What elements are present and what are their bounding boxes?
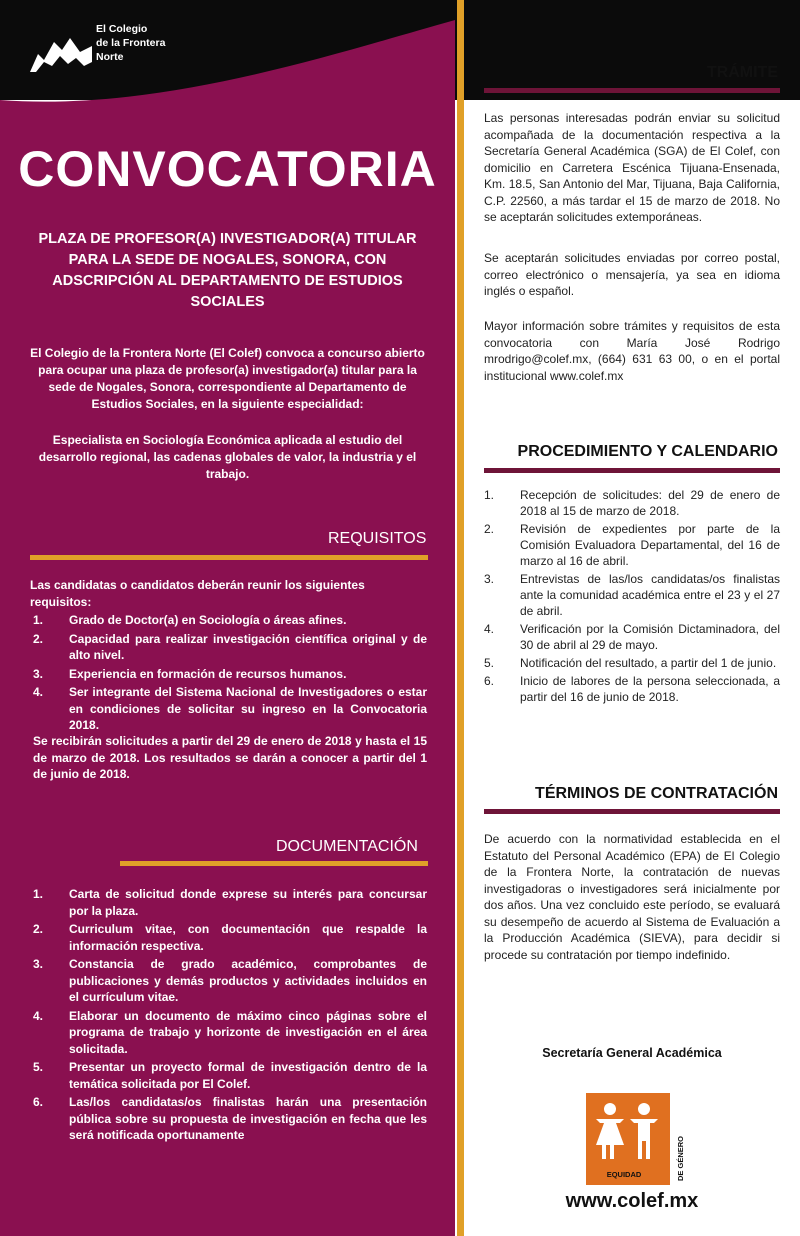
list-item — [33, 1008, 427, 1058]
item-text: Verificación por la Comisión Dictaminadora, del 30 de abril al 29 de mayo. — [520, 622, 780, 652]
list-item — [33, 886, 427, 919]
item-number: 4. — [33, 1008, 44, 1023]
documentacion-heading: DOCUMENTACIÓN — [276, 838, 418, 855]
list-item — [484, 487, 780, 519]
requisitos-list — [33, 612, 427, 736]
logo-line-1: El Colegio — [96, 23, 148, 35]
tramite-paragraph-2: Se aceptarán solicitudes enviadas por correo postal, correo electrónico o mensajería, ya sea en idioma inglés o español. — [484, 251, 780, 298]
equidad-de-genero-logo — [586, 1093, 696, 1185]
list-item — [484, 521, 780, 569]
page-title: CONVOCATORIA — [18, 141, 437, 197]
item-text: Revisión de expedientes por parte de la Comisión Evaluadora Departamental, del 16 de marzo al 16 de abril. — [520, 522, 780, 568]
item-number: 6. — [33, 1095, 44, 1109]
list-item — [33, 1059, 427, 1092]
procedimiento-divider — [484, 468, 780, 473]
item-text: Elaborar un documento de máximo cinco páginas sobre el programa de trabajo y horizonte de investigación en el área solicitada. — [69, 1008, 427, 1056]
gold-divider — [457, 0, 464, 1236]
item-number: 3. — [484, 572, 495, 586]
logo-text — [96, 22, 186, 64]
list-item — [33, 1094, 427, 1144]
list-item — [33, 631, 427, 664]
item-number: 1. — [33, 613, 44, 627]
documentacion-list — [33, 886, 427, 1146]
item-text: Experiencia en formación de recursos humanos. — [69, 666, 347, 681]
item-text: Entrevistas de las/los candidatas/os finalistas ante la comunidad académica entre el 23 y el 27 de abril. — [520, 572, 780, 618]
position-subtitle: PLAZA DE PROFESOR(A) INVESTIGADOR(A) TITULAR PARA LA SEDE DE NOGALES, SONORA, CON ADSCRIPCIÓN AL DEPARTAMENTO DE ESTUDIOS SOCIALES — [38, 231, 417, 310]
list-item — [33, 921, 427, 954]
item-number: 1. — [484, 488, 495, 502]
equidad-word: EQUIDAD — [606, 1170, 642, 1179]
footer-website-link[interactable]: www.colef.mx — [565, 1190, 699, 1212]
tramite-paragraph-3: Mayor información sobre trámites y requisitos de esta convocatoria con María José Rodrigo mrodrigo@colef.mx, (664) 631 63 00, o en el portal institucional www.colef.mx — [484, 319, 780, 383]
item-number: 5. — [33, 1060, 44, 1074]
list-item — [33, 684, 427, 734]
requisitos-closing: Se recibirán solicitudes a partir del 29 de enero de 2018 y hasta el 15 de marzo de 2018. Los resultados se darán a conocer a partir del 1 de junio de 2018. — [33, 734, 427, 781]
logo-line-3: Norte — [96, 51, 124, 63]
item-text: Carta de solicitud donde exprese su interés para concursar por la plaza. — [69, 887, 427, 918]
item-text: Presentar un proyecto formal de investigación dentro de la temática solicitada por El Colef. — [69, 1060, 427, 1091]
list-item — [484, 571, 780, 619]
item-number: 1. — [33, 887, 44, 901]
tramite-paragraph-1: Las personas interesadas podrán enviar su solicitud acompañada de la documentación respectiva a la Secretaría General Académica (SGA) de El Colef, con domicilio en Carretera Escénica Tijuana-Ensenada, Km. 18.5, San Antonio del Mar, Tijuana, Baja California, C.P. 22560, a más tardar el 15 de marzo de 2018. No se aceptarán solicitudes extemporáneas. — [484, 111, 780, 224]
terminos-paragraph: De acuerdo con la normatividad establecida en el Estatuto del Personal Académico (EPA) de El Colegio de la Frontera Norte, la contratación de nuevas investigadoras o investigadores será inicialmente por dos años. Una vez concluido este período, se evaluará su desempeño de acuerdo al Sistema de Evaluación a la Producción Académica (SIEVA), para decidir si procede su contratación por tiempo indefinido. — [484, 832, 780, 962]
signature: Secretaría General Académica — [542, 1046, 722, 1060]
list-item — [484, 655, 780, 671]
procedimiento-list — [484, 487, 780, 707]
item-number: 4. — [484, 622, 495, 636]
item-text: Notificación del resultado, a partir del 1 de junio. — [520, 656, 777, 670]
requisitos-heading: REQUISITOS — [328, 530, 427, 547]
requisitos-divider — [30, 555, 428, 560]
logo-line-2: de la Frontera — [96, 37, 166, 49]
procedimiento-heading: PROCEDIMIENTO Y CALENDARIO — [517, 443, 778, 460]
item-text: Ser integrante del Sistema Nacional de Investigadores o estar en condiciones de solicitar su ingreso en la Convocatoria 2018. — [69, 685, 427, 732]
de-genero-word: DE GÉNERO — [676, 1135, 685, 1181]
item-number: 2. — [33, 631, 44, 646]
tramite-divider — [484, 88, 780, 93]
item-number: 2. — [33, 922, 44, 936]
requisitos-lead: Las candidatas o candidatos deberán reunir los siguientes requisitos: — [30, 578, 365, 609]
item-text: Recepción de solicitudes: del 29 de enero de 2018 al 15 de marzo de 2018. — [520, 488, 780, 518]
item-text: Grado de Doctor(a) en Sociología o áreas afines. — [69, 613, 347, 627]
item-number: 3. — [33, 666, 44, 681]
list-item — [33, 956, 427, 1006]
intro-paragraph: El Colegio de la Frontera Norte (El Colef) convoca a concurso abierto para ocupar una plaza de profesor(a) investigador(a) titular para la sede de Nogales, Sonora, correspondiente al Departamento de Estudios Sociales, en la siguiente especialidad: — [30, 346, 425, 411]
item-number: 5. — [484, 656, 495, 670]
terminos-divider — [484, 809, 780, 814]
tramite-heading: TRÁMITE — [706, 64, 778, 81]
item-text: Inicio de labores de la persona seleccionada, a partir del 16 de junio de 2018. — [520, 674, 780, 704]
item-text: Las/los candidatas/os finalistas harán una presentación pública sobre su propuesta de investigación en fecha que les será notificada oportunamente — [69, 1095, 427, 1142]
list-item — [484, 621, 780, 653]
terminos-heading: TÉRMINOS DE CONTRATACIÓN — [535, 785, 778, 802]
item-number: 3. — [33, 957, 44, 971]
colef-logo[interactable] — [30, 22, 170, 80]
list-item — [33, 612, 427, 629]
list-item — [484, 673, 780, 705]
item-text: Capacidad para realizar investigación científica original y de alto nivel. — [69, 631, 427, 662]
specialty-paragraph: Especialista en Sociología Económica aplicada al estudio del desarrollo regional, las cadenas globales de valor, la industria y el trabajo. — [38, 433, 417, 481]
item-number: 4. — [33, 685, 44, 699]
item-text: Constancia de grado académico, comprobantes de publicaciones y demás productos y actividades incluidos en el currículum vitae. — [69, 957, 427, 1004]
item-number: 6. — [484, 674, 495, 688]
mountain-logo-icon — [30, 36, 92, 72]
item-number: 2. — [484, 522, 495, 536]
item-text: Curriculum vitae, con documentación que respalde la información respectiva. — [69, 922, 427, 953]
documentacion-divider — [120, 861, 428, 866]
list-item — [33, 666, 427, 683]
